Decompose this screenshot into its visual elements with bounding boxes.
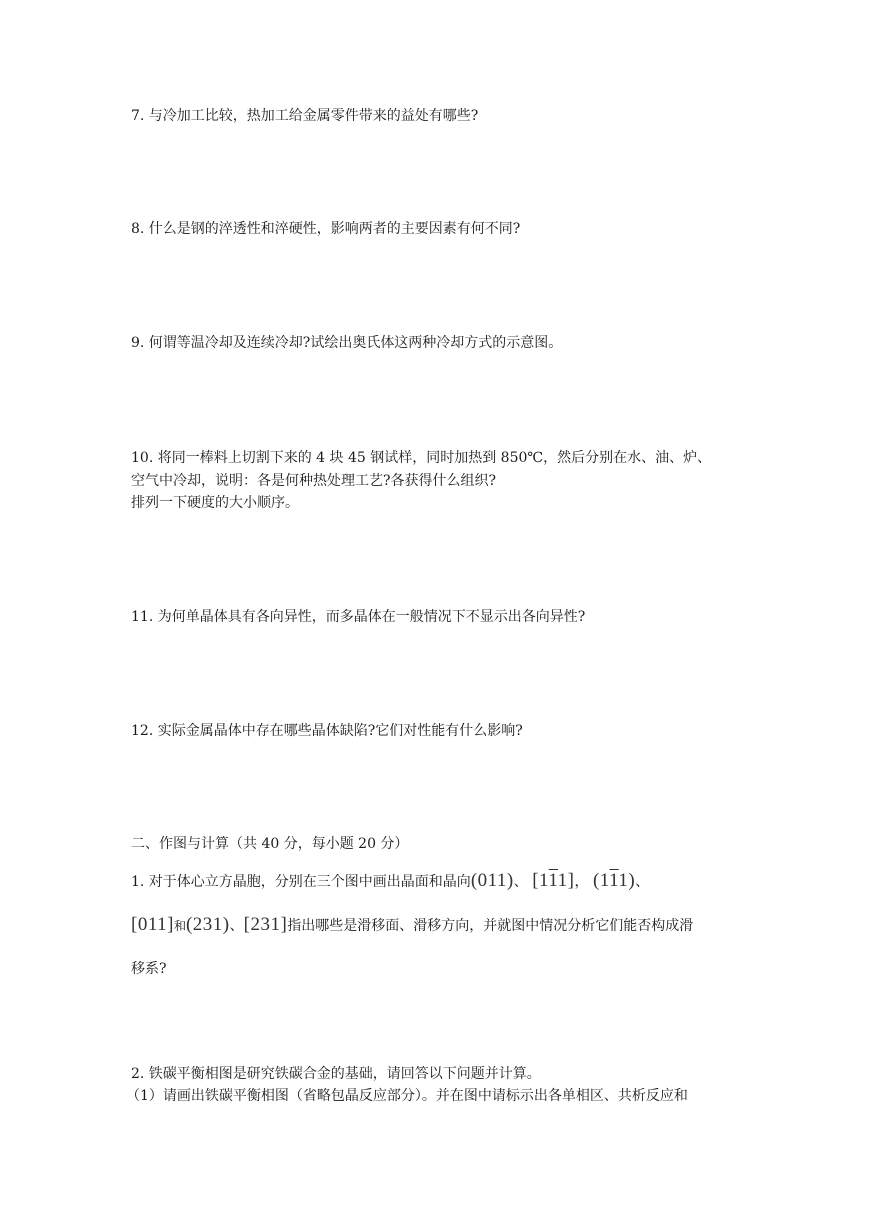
separator: 、 bbox=[635, 874, 650, 890]
problem-1-lead: 1. 对于体心立方晶胞，分别在三个图中画出晶面和晶向 bbox=[131, 874, 471, 890]
question-10-line-2: 空气中冷却，说明：各是何种热处理工艺?各获得什么组织? bbox=[131, 473, 497, 489]
miller-plane-231: (231) bbox=[185, 914, 230, 935]
miller-plane-011: (011) bbox=[470, 870, 514, 891]
section-2-heading: 二、作图与计算（共 40 分，每小题 20 分） bbox=[131, 836, 409, 852]
separator: 、 bbox=[229, 918, 244, 934]
separator: 、 bbox=[513, 874, 528, 890]
section-2-problem-1-line-2 bbox=[131, 912, 693, 939]
miller-direction-011: [011] bbox=[131, 914, 174, 935]
question-9: 9. 何谓等温冷却及连续冷却?试绘出奥氏体这两种冷却方式的示意图。 bbox=[131, 335, 563, 351]
miller-direction-231: [231] bbox=[243, 914, 288, 935]
section-2-problem-2-line-1: 2. 铁碳平衡相图是研究铁碳合金的基础，请回答以下问题并计算。 bbox=[131, 1066, 541, 1082]
question-8: 8. 什么是钢的淬透性和淬硬性，影响两者的主要因素有何不同? bbox=[131, 221, 521, 237]
separator: ， bbox=[574, 874, 589, 890]
question-10-line-3: 排列一下硬度的大小顺序。 bbox=[131, 495, 299, 511]
section-2-problem-1-line-1 bbox=[131, 868, 649, 895]
miller-plane-1-1bar-1: (111) bbox=[592, 870, 636, 891]
question-11: 11. 为何单晶体具有各向异性，而多晶体在一般情况下不显示出各向异性? bbox=[131, 609, 586, 625]
conjunction-and: 和 bbox=[173, 919, 186, 933]
section-2-problem-2-line-2: （1）请画出铁碳平衡相图（省略包晶反应部分）。并在图中请标示出各单相区、共析反应和 bbox=[126, 1088, 688, 1104]
question-10-line-1: 10. 将同一棒料上切割下来的 4 块 45 钢试样，同时加热到 850℃，然后分别在水、油、炉、 bbox=[131, 450, 712, 466]
section-2-problem-1-line-3: 移系? bbox=[131, 961, 167, 977]
problem-1-tail: 指出哪些是滑移面、滑移方向，并就图中情况分析它们能否构成滑 bbox=[287, 918, 694, 934]
miller-direction-1-1bar-1: [111] bbox=[532, 870, 575, 891]
question-12: 12. 实际金属晶体中存在哪些晶体缺陷?它们对性能有什么影响? bbox=[131, 723, 523, 739]
question-7: 7. 与冷加工比较，热加工给金属零件带来的益处有哪些? bbox=[131, 108, 479, 124]
